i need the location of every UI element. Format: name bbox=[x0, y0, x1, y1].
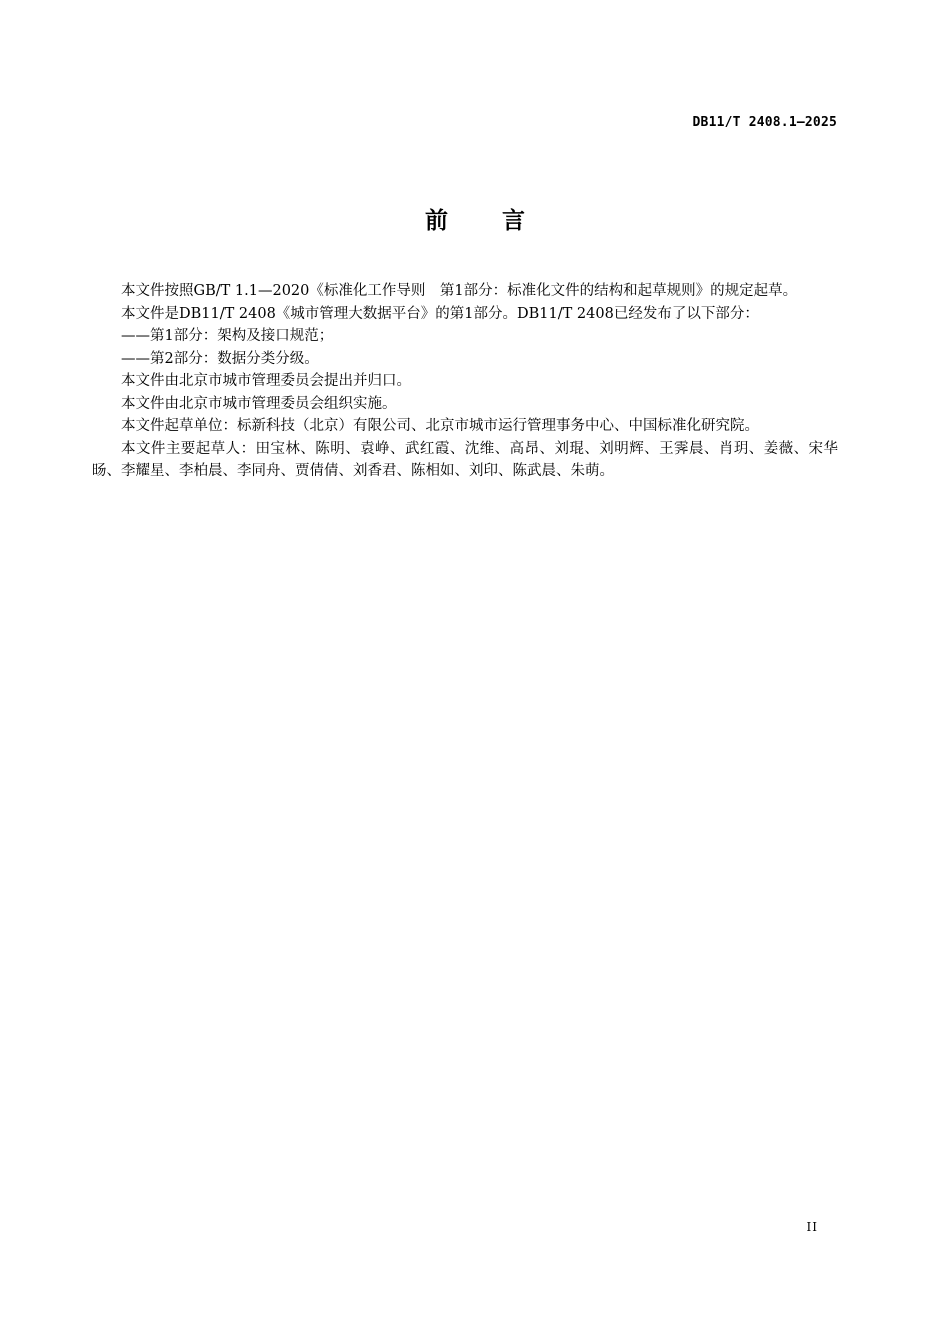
document-code: DB11/T 2408.1—2025 bbox=[692, 115, 837, 130]
page-title: 前言 bbox=[425, 208, 579, 234]
list-item-part-1: ——第1部分：架构及接口规范； bbox=[121, 328, 334, 344]
paragraph-implementer: 本文件由北京市城市管理委员会组织实施。 bbox=[121, 395, 397, 412]
paragraph-drafting-basis: 本文件按照GB/T 1.1—2020《标准化工作导则 第1部分：标准化文件的结构和起草规则》的规定起草。 bbox=[121, 283, 798, 299]
paragraph-part-of-series: 本文件是DB11/T 2408《城市管理大数据平台》的第1部分。DB11/T 2408已经发布了以下部分： bbox=[121, 305, 759, 322]
page-number: II bbox=[806, 1220, 818, 1234]
paragraph-proposer: 本文件由北京市城市管理委员会提出并归口。 bbox=[121, 373, 411, 389]
foreword-body bbox=[92, 280, 838, 483]
list-item-part-2: ——第2部分：数据分类分级。 bbox=[121, 350, 319, 367]
paragraph-drafters: 本文件主要起草人：田宝林、陈明、袁峥、武红霞、沈维、高昂、刘琨、刘明辉、王霁晨、肖玥、姜薇、宋华旸、李耀星、李柏晨、李同舟、贾倩倩、刘香君、陈相如、刘印、陈武晨、朱萌。 bbox=[92, 440, 838, 479]
paragraph-drafting-units: 本文件起草单位：标新科技（北京）有限公司、北京市城市运行管理事务中心、中国标准化研究院。 bbox=[121, 418, 759, 434]
